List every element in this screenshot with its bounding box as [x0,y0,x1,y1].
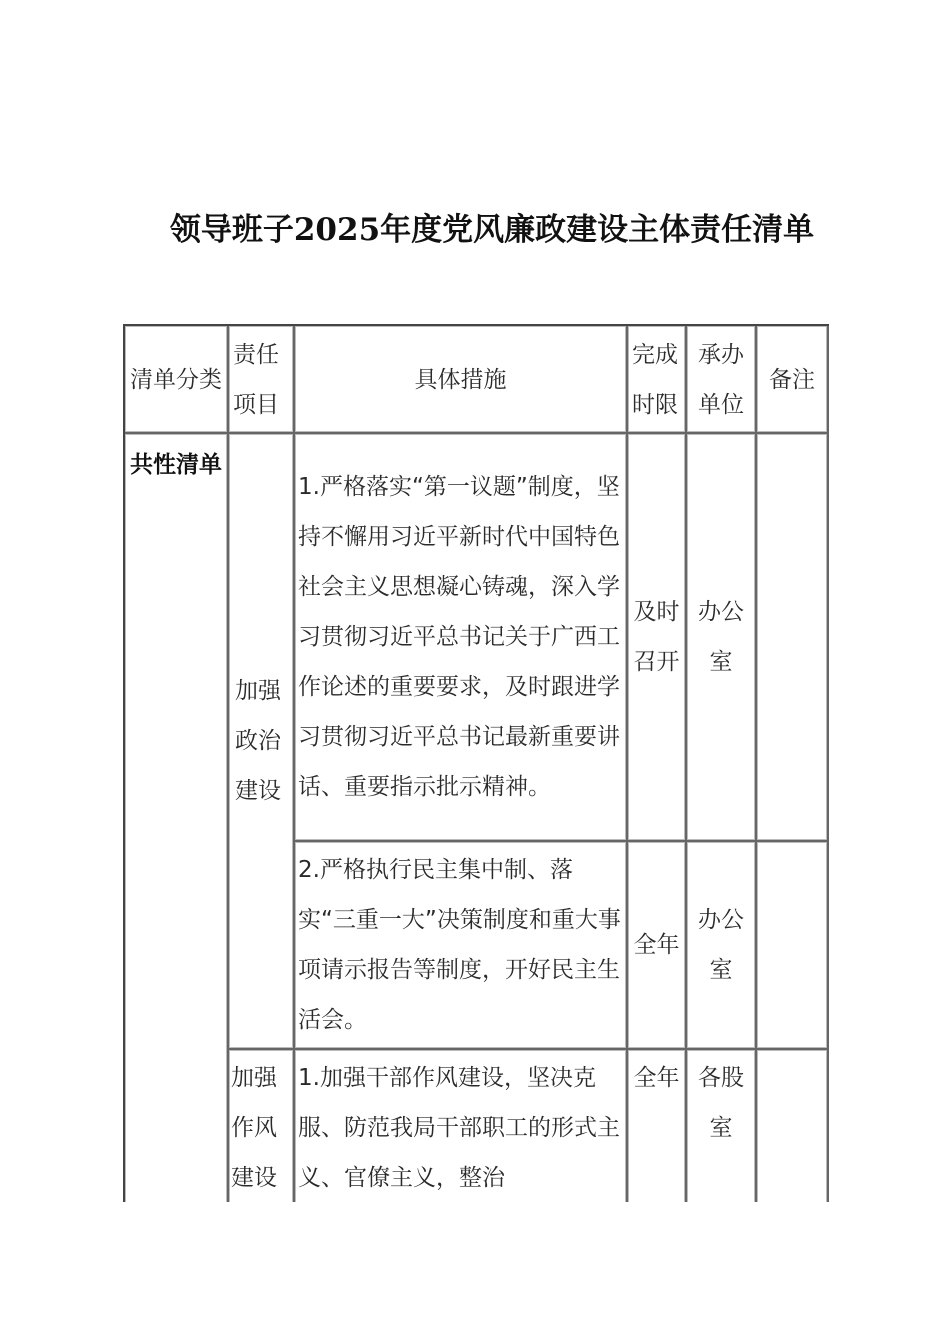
remark-cell [757,842,829,1050]
header-deadline: 完成时限 [628,326,687,434]
responsibility-table [123,324,829,1202]
remark-cell [757,1050,829,1202]
header-remark: 备注 [757,326,829,434]
table-row [125,1050,829,1202]
item-cell: 加强作风建设 [229,1050,295,1202]
category-cell: 共性清单 [125,434,229,1202]
header-measure: 具体措施 [295,326,628,434]
responsibility-table-grid [125,326,829,1202]
table-header-row [125,326,829,434]
deadline-cell: 全年 [628,1050,687,1202]
measure-cell: 1.加强干部作风建设，坚决克服、防范我局干部职工的形式主义、官僚主义，整治 [295,1050,628,1202]
measure-cell: 2.严格执行民主集中制、落实“三重一大”决策制度和重大事项请示报告等制度，开好民主生活会。 [295,842,628,1050]
unit-cell: 办公室 [687,842,757,1050]
header-category: 清单分类 [125,326,229,434]
table-row [125,434,829,842]
deadline-cell: 全年 [628,842,687,1050]
deadline-cell: 及时召开 [628,434,687,842]
document-title: 领导班子2025年度党风廉政建设主体责任清单 [169,212,815,248]
remark-cell [757,434,829,842]
measure-cell: 1.严格落实“第一议题”制度，坚持不懈用习近平新时代中国特色社会主义思想凝心铸魂，深入学习贯彻习近平总书记关于广西工作论述的重要要求，及时跟进学习贯彻习近平总书记最新重要讲话、重要指示批示精神。 [295,434,628,842]
header-item: 责任项目 [229,326,295,434]
header-unit: 承办单位 [687,326,757,434]
item-cell: 加强政治建设 [229,434,295,1050]
unit-cell: 各股室 [687,1050,757,1202]
unit-cell: 办公室 [687,434,757,842]
